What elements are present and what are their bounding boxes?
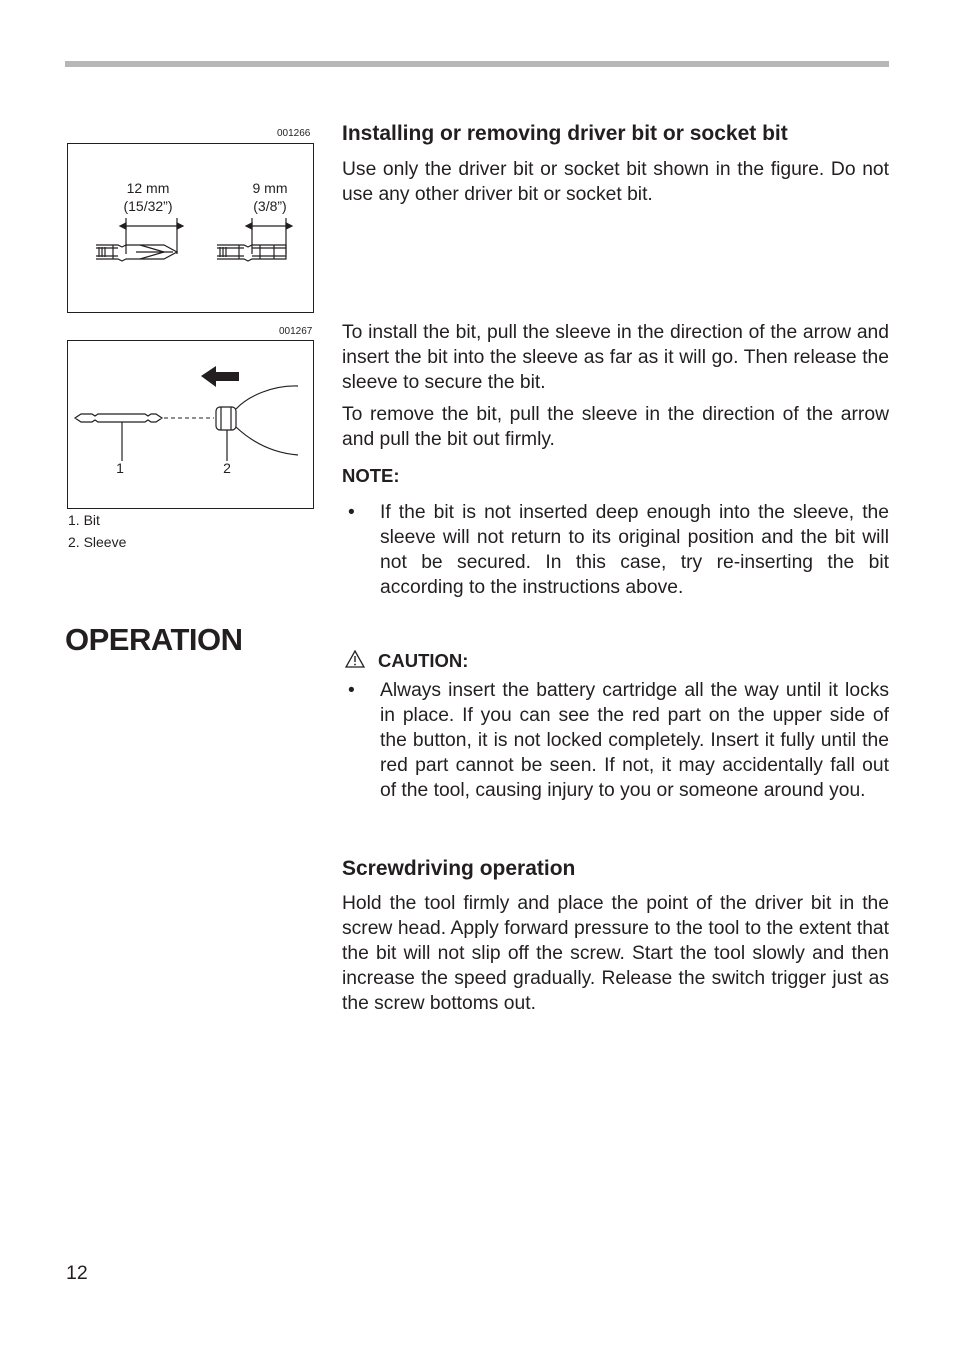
dim-label-3-8: (3/8”) <box>253 198 287 214</box>
bullet-dot: • <box>348 502 355 523</box>
legend-item-sleeve: 2. Sleeve <box>68 534 127 550</box>
screwdriving-para <box>342 891 889 1016</box>
note-label: NOTE: <box>342 465 400 486</box>
driver-bit-drawing <box>96 218 183 261</box>
dim-label-15-32: (15/32”) <box>123 198 173 214</box>
install-para-1-text: Use only the driver bit or socket bit shown in the figure. Do not use any other driver bit or socket bit. <box>342 159 889 205</box>
direction-arrow-icon <box>201 366 239 387</box>
sleeve-drawing <box>216 386 298 461</box>
install-heading: Installing or removing driver bit or socket bit <box>342 122 788 145</box>
caution-label: CAUTION: <box>378 650 469 671</box>
note-bullet-text: If the bit is not inserted deep enough into the sleeve, the sleeve will not return to its original position and the bit will not be secured. In this case, try re-inserting the bit according to the instructions above. <box>380 502 889 598</box>
screwdriving-para-text: Hold the tool firmly and place the point of the driver bit in the screw head. Apply forward pressure to the tool to the extent that the bit will not slip off the screw. Start the tool slowly and then increase the speed gradually. Release the switch trigger just as the screw bottoms out. <box>342 893 889 1014</box>
install-para-1 <box>342 157 889 207</box>
page-number: 12 <box>66 1262 88 1284</box>
figure-code: 001266 <box>277 128 311 139</box>
socket-bit-drawing <box>217 218 292 261</box>
figure-legend <box>68 509 126 553</box>
callout-2: 2 <box>223 460 231 476</box>
install-para-2-text: To install the bit, pull the sleeve in the direction of the arrow and insert the bit into the sleeve as far as it will go. Then release the sleeve to secure the bit. <box>342 322 889 393</box>
warning-triangle-icon <box>345 650 365 668</box>
dim-label-9mm: 9 mm <box>252 180 288 196</box>
header-rule <box>65 61 889 67</box>
figure-code: 001267 <box>279 326 313 337</box>
bit-dimensions-figure <box>67 143 314 313</box>
dim-label-12mm: 12 mm <box>126 180 170 196</box>
caution-bullet-text: Always insert the battery cartridge all the way until it locks in place. If you can see the red part on the upper side of the button, it is not locked completely. Insert it fully until the red part cannot be seen. If not, it may accidentally fall out of the tool, causing injury to you or someone around you. <box>380 680 889 801</box>
screwdriving-heading: Screwdriving operation <box>342 857 576 880</box>
callout-1: 1 <box>116 460 124 476</box>
note-bullet <box>342 500 889 600</box>
caution-label-row <box>342 650 468 672</box>
caution-bullet <box>342 678 889 803</box>
legend-item-bit: 1. Bit <box>68 512 100 528</box>
section-title: OPERATION <box>65 622 243 657</box>
install-para-3 <box>342 402 889 452</box>
bullet-dot: • <box>348 680 355 701</box>
bit-install-figure <box>67 340 314 509</box>
install-para-3-text: To remove the bit, pull the sleeve in the direction of the arrow and pull the bit out firmly. <box>342 404 889 450</box>
install-para-2 <box>342 320 889 395</box>
bit-drawing <box>75 414 162 461</box>
